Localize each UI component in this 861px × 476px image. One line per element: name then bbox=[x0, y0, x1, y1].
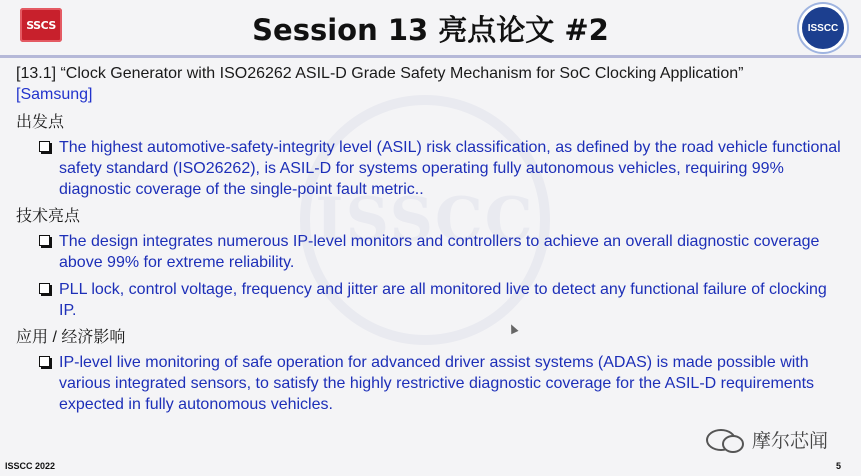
wechat-label: 摩尔芯闻 bbox=[752, 430, 829, 452]
section-heading-highlights: 技术亮点 bbox=[16, 208, 81, 225]
isscc-logo-text: ISSCC bbox=[807, 22, 839, 34]
paper-organization: [Samsung] bbox=[16, 86, 93, 103]
bullet-item bbox=[16, 137, 846, 200]
checkbox-bullet-icon bbox=[39, 356, 50, 367]
wechat-watermark bbox=[706, 426, 828, 453]
bullet-text: IP-level live monitoring of safe operation for advanced driver assist systems (ADAS) is made possible with various integrated sensors, to satisfy the highly restrictive diagnostic coverage for the ASIL-D requirements expected in fully autonomous vehicles. bbox=[59, 354, 815, 413]
checkbox-bullet-icon bbox=[39, 235, 50, 246]
bullet-item bbox=[16, 231, 846, 273]
bullet-text: PLL lock, control voltage, frequency and jitter are all monitored live to detect any functional failure of clocking IP. bbox=[59, 281, 827, 319]
slide-content bbox=[16, 64, 846, 421]
wechat-icon bbox=[706, 429, 736, 451]
bullet-text: The design integrates numerous IP-level monitors and controllers to achieve an overall diagnostic coverage above 99% for extreme reliability. bbox=[59, 233, 820, 271]
header-divider bbox=[0, 55, 861, 58]
checkbox-bullet-icon bbox=[39, 141, 50, 152]
watermark-text: ISSCC bbox=[315, 185, 535, 255]
section-heading-applications: 应用 / 经济影响 bbox=[16, 329, 126, 346]
slide-header bbox=[0, 0, 861, 52]
bullet-item bbox=[16, 279, 846, 321]
paper-reference: [13.1] “Clock Generator with ISO26262 ASIL-D Grade Safety Mechanism for SoC Clocking Application” bbox=[16, 65, 744, 82]
section-heading-motivation: 出发点 bbox=[16, 114, 65, 131]
bullet-text: The highest automotive-safety-integrity level (ASIL) risk classification, as defined by the road vehicle functional safety standard (ISO26262), is ASIL-D for systems operating fully autonomous vehicles, requiring 99% diagnostic coverage of the single-point fault metric.. bbox=[59, 139, 841, 198]
sscs-logo-text: SSCS bbox=[26, 18, 56, 32]
footer-conference: ISSCC 2022 bbox=[5, 461, 56, 471]
isscc-logo bbox=[799, 4, 847, 52]
bullet-item bbox=[16, 352, 846, 415]
page-number: 5 bbox=[836, 461, 842, 471]
slide-title: Session 13 亮点论文 #2 bbox=[252, 13, 609, 47]
checkbox-bullet-icon bbox=[39, 283, 50, 294]
